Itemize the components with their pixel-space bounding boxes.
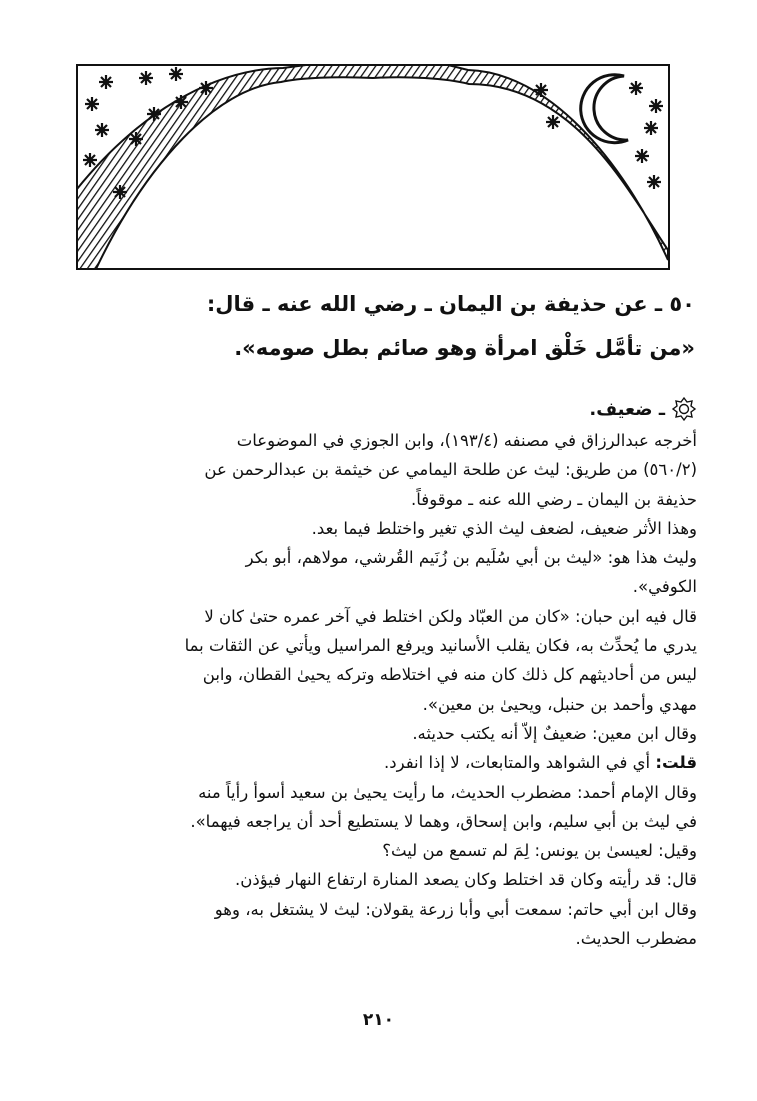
night-sky-crescent-ornament (76, 64, 670, 270)
body-line: وليث هذا هو: «ليث بن أبي سُلَيم بن زُنَيم القُرشي، مولاهم، أبو بكر (245, 548, 697, 568)
commentary-body (58, 426, 697, 953)
body-line: قال فيه ابن حبان: «كان من العبّاد ولكن اختلط في آخر عمره حتىٰ كان لا (204, 606, 697, 626)
qultu-text: أي في الشواهد والمتابعات، لا إذا انفرد. (384, 753, 651, 773)
body-line: وقال الإمام أحمد: مضطرب الحديث، ما رأيت يحيىٰ بن سعيد أسوأ رأياً منه (198, 782, 697, 802)
body-line: (٥٦٠/٢) من طريق: ليث عن طلحة اليمامي عن خيثمة بن عبدالرحمن عن (204, 460, 697, 480)
qultu-label: قلت: (655, 753, 697, 773)
grade-row (60, 393, 697, 425)
star-flower-icon (671, 396, 697, 422)
body-line-qultu (58, 748, 697, 777)
body-line: أخرجه عبدالرزاق في مصنفه (١٩٣/٤)، وابن الجوزي في الموضوعات (236, 431, 697, 450)
body-line: في ليث بن أبي سليم، وابن إسحاق، وهما لا يستطيع أحد أن يراجعه فيهما». (190, 811, 697, 831)
body-line: وقيل: لعيسىٰ بن يونس: لِمَ لم تسمع من ليث؟ (382, 841, 697, 861)
body-line: مهدي وأحمد بن حنبل، ويحيىٰ بن معين». (422, 694, 697, 714)
body-line: الكوفي». (632, 577, 697, 597)
hadith-heading (60, 282, 695, 370)
page-number: ٢١٠ (362, 1010, 395, 1030)
body-line: حذيفة بن اليمان ـ رضي الله عنه ـ موقوفاً. (411, 489, 697, 509)
body-line: يدري ما يُحدِّث به، فكان يقلب الأسانيد ويرفع المراسيل ويأتي عن الثقات بما (184, 636, 697, 656)
body-line: ليس من أحاديثهم كل ذلك كان منه في اختلاطه وتركه يحيىٰ القطان، وابن (202, 665, 697, 685)
body-line: قال: قد رأيته وكان قد اختلط وكان يصعد المنارة ارتفاع النهار فيؤذن. (235, 870, 697, 890)
hadith-number-line: ٥٠ ـ عن حذيفة بن اليمان ـ رضي الله عنه ـ قال: (206, 292, 695, 316)
body-line: مضطرب الحديث. (575, 929, 697, 949)
grade-label: ـ ضعيف. (589, 398, 665, 420)
body-line: وهذا الأثر ضعيف، لضعف ليث الذي تغير واختلط فيما بعد. (311, 518, 697, 538)
hadith-text: «من تأمَّل خَلْق امرأة وهو صائم بطل صومه». (234, 336, 695, 360)
body-line: وقال ابن أبي حاتم: سمعت أبي وأبا زرعة يقولان: ليث لا يشتغل به، وهو (214, 899, 697, 919)
body-line: وقال ابن معين: ضعيفٌ إلاّ أنه يكتب حديثه. (412, 723, 697, 743)
